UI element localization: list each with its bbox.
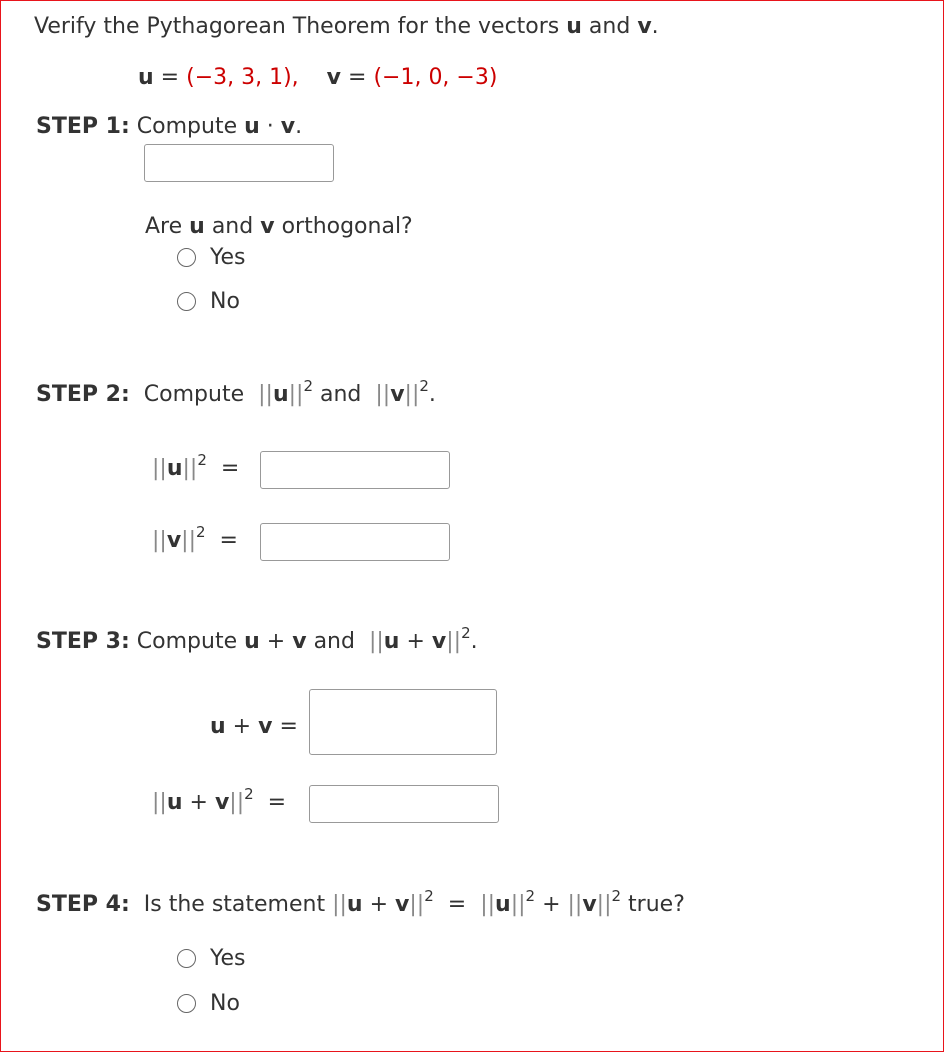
statement-yes-radio[interactable]: Yes <box>177 946 246 971</box>
dot-product-input[interactable] <box>144 144 334 182</box>
u-norm-squared-label: $||u||^2$ = <box>152 450 240 481</box>
statement-no-radio[interactable]: No <box>177 991 240 1016</box>
step3-heading: STEP 3: Compute u + v and $||u + v||^2$. <box>36 623 478 654</box>
orthogonal-question: Are u and v orthogonal? <box>145 214 413 239</box>
u-vector-value: (−3, 3, 1), <box>186 65 299 90</box>
u-plus-v-label: u + v = <box>210 714 298 739</box>
v-norm-squared-label: $||v||^2$ = <box>152 522 238 553</box>
orthogonal-no-radio[interactable]: No <box>177 289 240 314</box>
orthogonal-yes-radio[interactable]: Yes <box>177 245 246 270</box>
radio-circle-icon <box>177 994 196 1013</box>
u-norm-squared-input[interactable] <box>260 451 450 489</box>
u-plus-v-input[interactable] <box>309 689 497 755</box>
sum-norm-squared-input[interactable] <box>309 785 499 823</box>
sum-norm-squared-label: $||u + v||^2$ = <box>152 784 287 815</box>
radio-circle-icon <box>177 292 196 311</box>
step1-heading: STEP 1: Compute u · v. <box>36 114 303 139</box>
v-norm-squared-input[interactable] <box>260 523 450 561</box>
radio-circle-icon <box>177 248 196 267</box>
vector-definitions: u = (−3, 3, 1), v = (−1, 0, −3) <box>138 65 498 90</box>
v-vector-value: (−1, 0, −3) <box>373 65 498 90</box>
step4-heading: STEP 4: Is the statement $||u + v||^2 = ||u||^2 + ||v||^2$ true? <box>36 886 685 917</box>
question-prompt: Verify the Pythagorean Theorem for the vectors u and v. <box>34 14 659 39</box>
radio-circle-icon <box>177 949 196 968</box>
step2-heading: STEP 2: Compute $||u||^2$ and $||v||^2$. <box>36 376 436 407</box>
